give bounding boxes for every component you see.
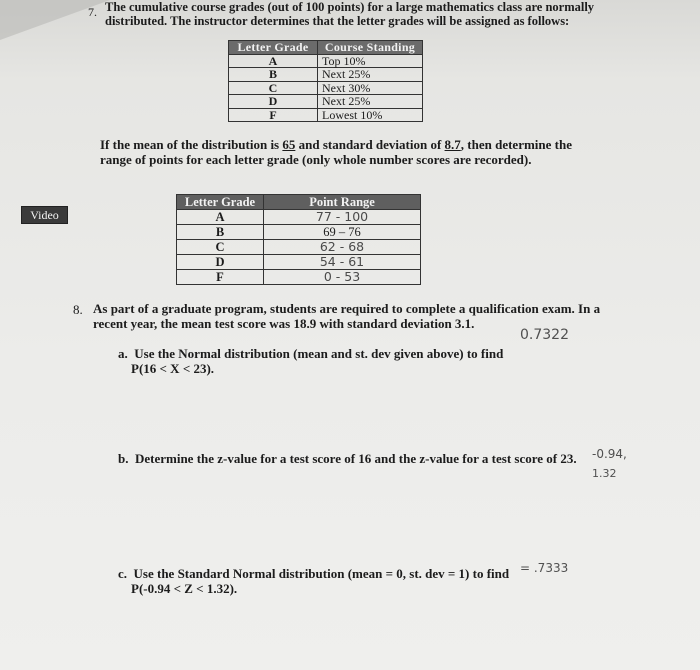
standing-cell: Lowest 10% xyxy=(318,108,423,122)
table-row xyxy=(229,81,423,95)
grade-cell: F xyxy=(177,270,264,285)
grade-cell: D xyxy=(229,95,318,109)
table-row xyxy=(177,270,421,285)
standing-cell: Next 25% xyxy=(318,68,423,82)
part-a xyxy=(118,346,518,376)
table-row xyxy=(177,240,421,255)
part-c xyxy=(118,566,538,596)
standing-cell: Top 10% xyxy=(318,54,423,68)
prompt-text-mid: and standard deviation of xyxy=(295,137,445,152)
part-a-label: a. xyxy=(118,346,128,361)
range-input-d[interactable]: 54 - 61 xyxy=(264,255,421,270)
part-b-label: b. xyxy=(118,451,129,466)
handwritten-answer-b-2: 1.32 xyxy=(592,467,617,480)
part-b-text: Determine the z-value for a test score of 16 and the z-value for a test score of 23. xyxy=(134,451,577,466)
grade-cell: D xyxy=(177,255,264,270)
grade-cell: F xyxy=(229,108,318,122)
point-range-table xyxy=(176,194,421,285)
table-row xyxy=(229,68,423,82)
table-row xyxy=(177,225,421,240)
grade-cell: A xyxy=(177,210,264,225)
question-8-text: As part of a graduate program, students are required to complete a qualification exam. In a recent year, the mean test score was 18.9 with standard deviation 3.1. xyxy=(93,301,601,331)
header-point-range: Point Range xyxy=(264,195,421,210)
sd-value: 8.7 xyxy=(444,137,461,152)
table-row xyxy=(177,255,421,270)
table-row xyxy=(229,95,423,109)
part-c-text: Use the Standard Normal distribution (mean = 0, st. dev = 1) to find xyxy=(133,566,510,581)
table-header-row xyxy=(177,195,421,210)
handwritten-answer-b-1: -0.94, xyxy=(592,447,627,461)
prompt-text-pre: If the mean of the distribution is xyxy=(100,137,283,152)
part-c-expression: P(-0.94 < Z < 1.32). xyxy=(131,581,238,596)
grade-cell: B xyxy=(177,225,264,240)
range-input-c[interactable]: 62 - 68 xyxy=(264,240,421,255)
grade-cell: C xyxy=(229,81,318,95)
question-7-number: 7. xyxy=(88,5,97,19)
table-header-row xyxy=(229,41,423,55)
standing-cell: Next 25% xyxy=(318,95,423,109)
part-c-label: c. xyxy=(118,566,128,581)
letter-grade-standing-table xyxy=(228,40,423,122)
part-a-text: Use the Normal distribution (mean and st. dev given above) to find xyxy=(134,346,504,361)
range-input-b[interactable]: 69 – 76 xyxy=(264,225,421,240)
range-input-a[interactable]: 77 - 100 xyxy=(264,210,421,225)
header-letter-grade: Letter Grade xyxy=(177,195,264,210)
header-letter-grade: Letter Grade xyxy=(229,41,318,55)
question-8-number: 8. xyxy=(73,302,83,317)
grade-cell: C xyxy=(177,240,264,255)
handwritten-answer-c: = .7333 xyxy=(520,561,569,575)
part-b xyxy=(118,451,598,466)
grade-cell: A xyxy=(229,54,318,68)
handwritten-answer-a: 0.7322 xyxy=(520,327,569,343)
question-7-text: The cumulative course grades (out of 100 points) for a large mathematics class are normally distributed. The instructor determines that the letter grades will be assigned as follows: xyxy=(105,0,595,28)
standing-cell: Next 30% xyxy=(318,81,423,95)
prompt-text-post: , then determine the range of points for each letter grade (only whole number scores are recorded). xyxy=(100,137,572,167)
table-row xyxy=(229,54,423,68)
header-course-standing: Course Standing xyxy=(318,41,423,55)
table-row xyxy=(229,108,423,122)
part-a-expression: P(16 < X < 23). xyxy=(131,361,215,376)
table-row xyxy=(177,210,421,225)
question-7-prompt xyxy=(100,137,580,167)
video-button[interactable]: Video xyxy=(21,206,68,224)
grade-cell: B xyxy=(229,68,318,82)
range-input-f[interactable]: 0 - 53 xyxy=(264,270,421,285)
mean-value: 65 xyxy=(282,137,296,152)
